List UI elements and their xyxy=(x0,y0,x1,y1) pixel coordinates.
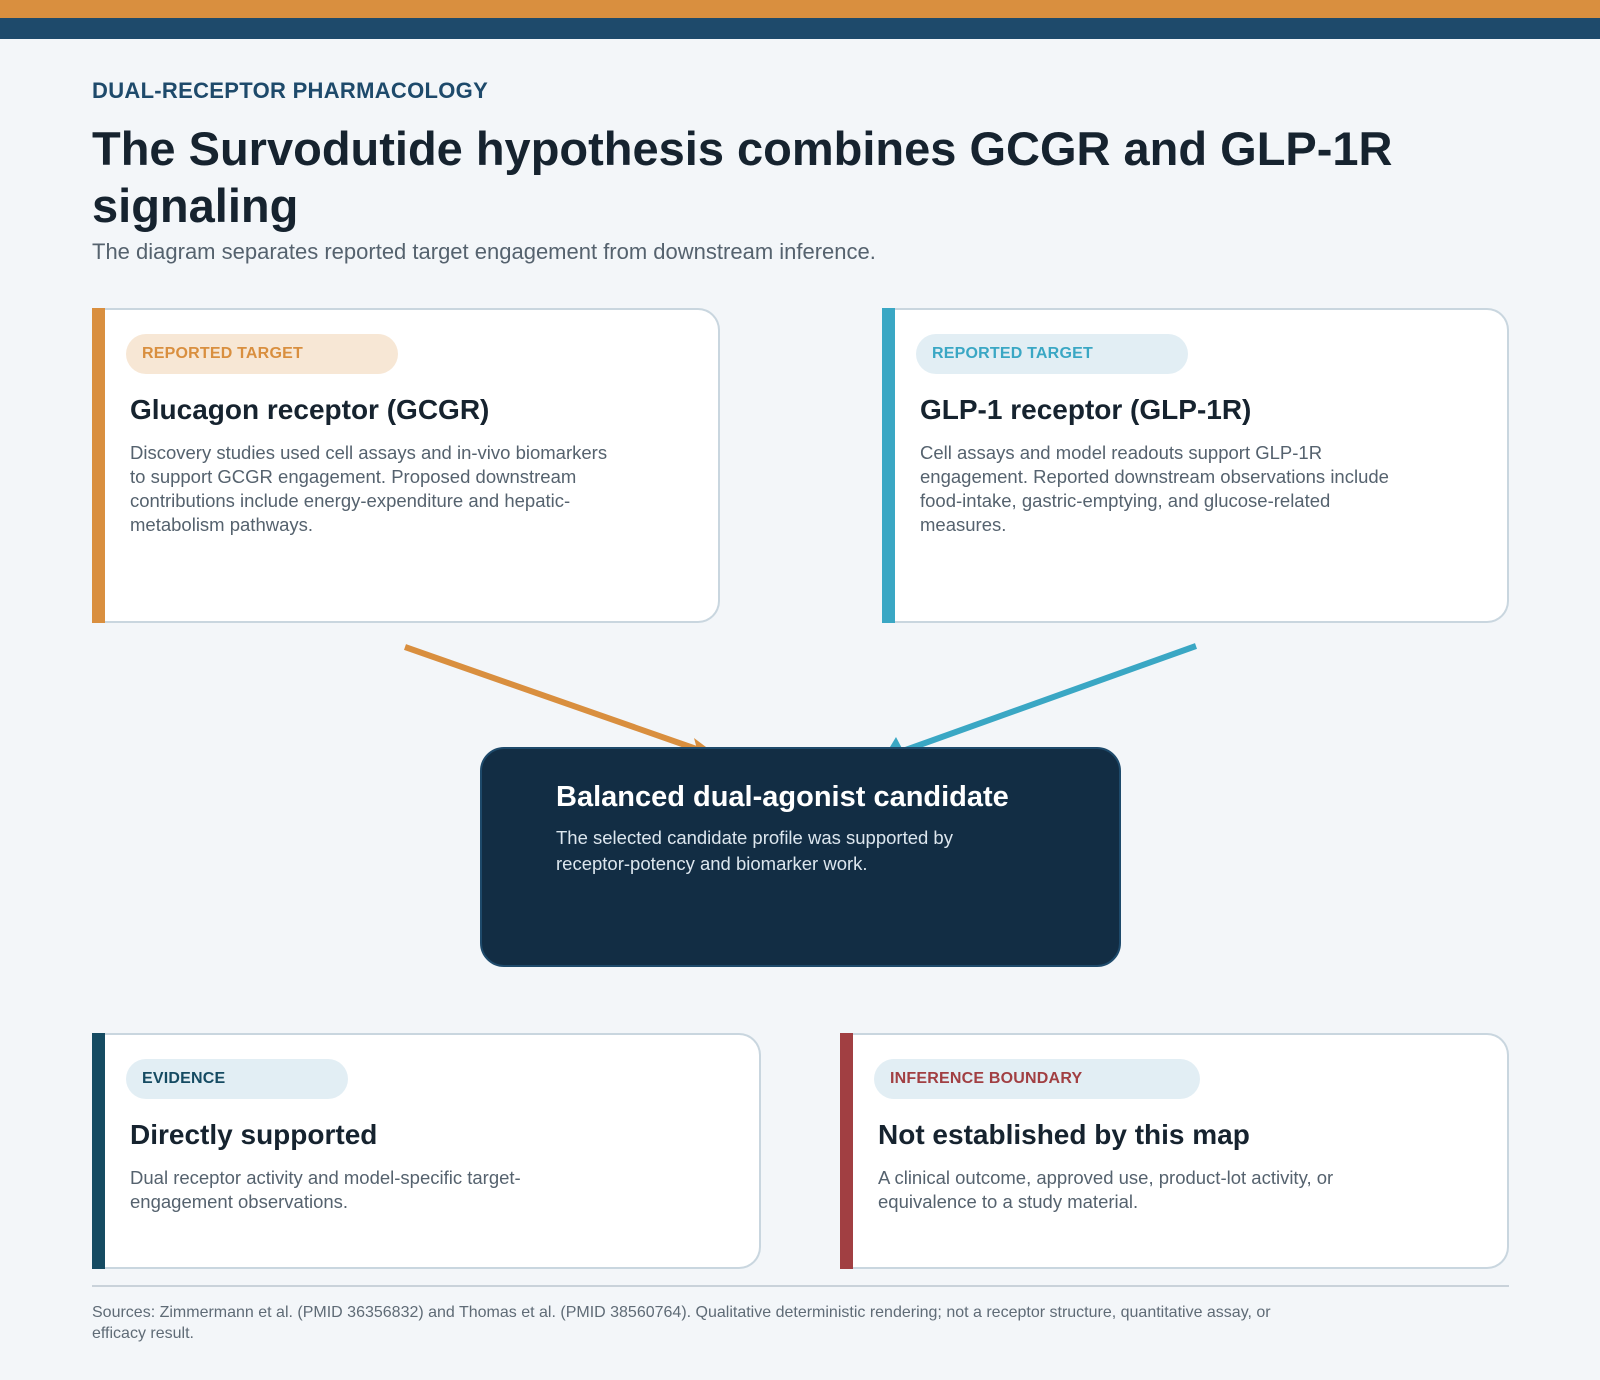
boundary-card-accent xyxy=(840,1033,853,1269)
boundary-title: Not established by this map xyxy=(878,1119,1250,1150)
page-subtitle: The diagram separates reported target engagement from downstream inference. xyxy=(92,239,876,264)
gcgr-title: Glucagon receptor (GCGR) xyxy=(130,394,490,425)
glp1r-card xyxy=(882,308,1509,623)
candidate-body: The selected candidate profile was supported by receptor-potency and biomarker work. xyxy=(556,827,953,874)
footer-divider xyxy=(92,1285,1509,1287)
page-title: The Survodutide hypothesis combines GCGR and GLP-1R signaling xyxy=(92,122,1393,232)
candidate-box xyxy=(480,747,1121,967)
gcgr-card xyxy=(92,308,720,623)
sources-note: Sources: Zimmermann et al. (PMID 36356832) and Thomas et al. (PMID 38560764). Qualitative deterministic rendering; not a receptor structure, quantitative assay, or efficacy result. xyxy=(92,1304,1271,1342)
glp1r-arrow-line xyxy=(900,646,1196,752)
boundary-body: A clinical outcome, approved use, product-lot activity, or equivalence to a study material. xyxy=(878,1167,1334,1212)
gcgr-arrow-line xyxy=(405,647,705,752)
glp1r-card-accent xyxy=(882,308,895,623)
evidence-title: Directly supported xyxy=(130,1119,378,1150)
gcgr-tag: REPORTED TARGET xyxy=(126,334,398,374)
evidence-card xyxy=(92,1033,761,1269)
evidence-card-accent xyxy=(92,1033,105,1269)
evidence-tag: EVIDENCE xyxy=(126,1059,348,1099)
gcgr-card-accent xyxy=(92,308,105,623)
candidate-title: Balanced dual-agonist candidate xyxy=(556,781,1009,813)
gcgr-body: Discovery studies used cell assays and in-vivo biomarkers to support GCGR engagement. Proposed downstream contributions include energy-expenditure and hepatic-metabolism pathways. xyxy=(130,442,608,535)
glp1r-tag: REPORTED TARGET xyxy=(916,334,1188,374)
top-navy-bar xyxy=(0,18,1600,39)
glp1r-title: GLP-1 receptor (GLP-1R) xyxy=(920,394,1252,425)
boundary-card xyxy=(840,1033,1509,1269)
boundary-tag: INFERENCE BOUNDARY xyxy=(874,1059,1200,1099)
evidence-body: Dual receptor activity and model-specific target-engagement observations. xyxy=(130,1167,521,1212)
top-accent-bar xyxy=(0,0,1600,18)
eyebrow-label: DUAL-RECEPTOR PHARMACOLOGY xyxy=(92,78,489,103)
glp1r-body: Cell assays and model readouts support GLP-1R engagement. Reported downstream observations include food-intake, gastric-emptying, and glucose-related measures. xyxy=(920,442,1389,535)
